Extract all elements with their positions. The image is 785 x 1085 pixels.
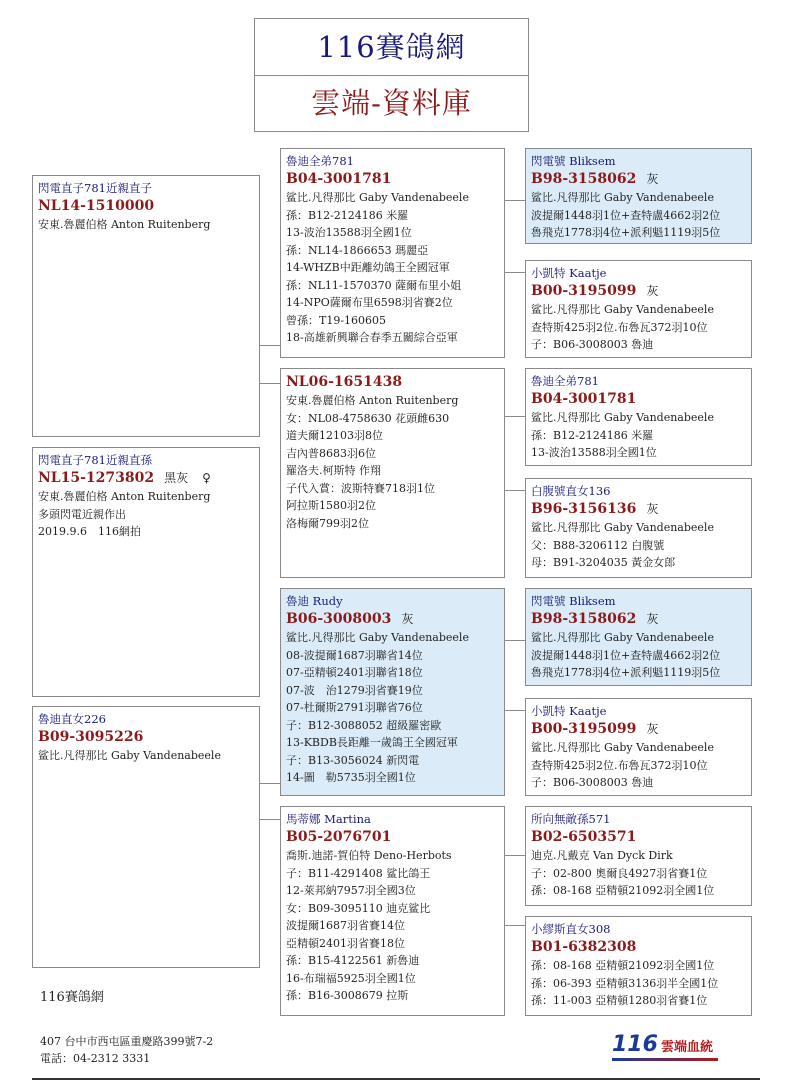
ring-number: B00-3195099 [531,283,637,299]
detail-line: 孫：08-168 亞精頓21092羽全國1位 [531,959,715,972]
detail-line: 多頭閃電近親作出 [38,507,126,521]
ring-number: B02-6503571 [531,829,637,845]
detail-line: 孫：B16-3008679 拉斯 [286,989,409,1002]
detail-line: 女：NL08-4758630 花頭雌630 [286,411,450,425]
detail-line: 孫：NL14-1866653 瑪麗亞 [286,243,429,257]
dam-card [32,706,260,968]
ring-number: B06-3008003 [286,611,392,627]
address: 407 台中市西屯區重慶路399號7-2 [40,1035,214,1048]
phone: 電話：04-2312 3331 [40,1052,151,1065]
detail-line: 波提爾1687羽省賽14位 [286,919,405,932]
pigeon-color: 黑灰 [164,471,189,485]
dam-sire-card [280,588,505,796]
detail-line: 父：B88-3206112 白腹號 [531,538,665,552]
sdd-card [525,478,752,578]
pigeon-name: 馬蒂娜 Martina [286,812,371,826]
detail-line: 安東.魯麗伯格 Anton Ruitenberg [38,490,211,503]
pigeon-name: 魯迪全弟781 [286,154,354,168]
pigeon-color: 灰 [401,612,414,626]
detail-line: 子代入賞：波斯特賽718羽1位 [286,481,435,495]
pigeon-name: 閃電號 Bliksem [531,154,616,168]
ring-number: B00-3195099 [531,721,637,737]
detail-line: 鲨比.凡得那比 Gaby Vandenabeele [531,303,714,316]
detail-line: 女：B09-3095110 迪克鲨比 [286,901,431,915]
connector [505,855,525,856]
sds-card [525,368,752,466]
detail-line: 查特斯425羽2位.布魯瓦372羽10位 [531,320,708,334]
detail-line: 18-高雄新興聯合春季五關綜合亞軍 [286,331,458,344]
detail-line: 13-波治13588羽全國1位 [286,226,412,239]
detail-line: 亞精頓2401羽省賽18位 [286,936,405,950]
detail-line: 喬斯.迪諾-賀伯特 Deno-Herbots [286,849,452,862]
detail-line: 道夫爾12103羽8位 [286,429,383,442]
site-subtitle: 雲端-資料庫 [311,86,472,120]
logo-text: 雲端血統 [660,1040,713,1055]
detail-line: 13-KBDB長距離一歲鴿王全國冠軍 [286,736,458,749]
connector [259,819,280,820]
connector [505,925,525,926]
detail-line: 安東.魯麗伯格 Anton Ruitenberg [286,394,459,407]
sire-sire-card [280,148,505,358]
dss-card [525,588,752,686]
ring-number: B98-3158062 [531,171,637,187]
header-box [254,18,529,132]
pigeon-color: 灰 [646,284,659,298]
pigeon-name: 魯迪直女226 [38,712,106,726]
detail-line: 阿拉斯1580羽2位 [286,499,376,512]
detail-line: 孫：B15-4122561 新魯迪 [286,954,420,967]
detail-line: 波提爾1448羽1位+查特盧4662羽2位 [531,208,721,222]
ddd-card [525,916,752,1016]
bottom-rule [32,1078,760,1080]
brand-logo [612,1032,713,1058]
detail-line: 魯飛克1778羽4位+派利魁1119羽5位 [531,666,721,679]
detail-line: 迪克.凡戴克 Van Dyck Dirk [531,849,673,862]
detail-line: 子：B12-3088052 超級羅密歐 [286,718,442,732]
detail-line: 08-波提爾1687羽聯省14位 [286,648,423,662]
detail-line: 羅洛夫.柯斯特 作翔 [286,464,381,477]
pigeon-color: 灰 [646,722,659,736]
ring-number: B96-3156136 [531,501,637,517]
detail-line: 孫：NL11-1570370 薩爾布里小姐 [286,278,462,292]
logo-underline [612,1058,718,1061]
pigeon-name: 閃電直子781近親直子 [38,181,152,195]
detail-line: 孫：08-168 亞精頓21092羽全國1位 [531,884,715,897]
pigeon-name: 白腹號直女136 [531,484,611,498]
detail-line: 曾孫：T19-160605 [286,313,387,327]
detail-line: 鲨比.凡得那比 Gaby Vandenabeele [531,631,714,644]
detail-line: 查特斯425羽2位.布魯瓦372羽10位 [531,758,708,772]
connector [505,272,525,273]
detail-line: 孫：B12-2124186 米羅 [531,428,654,442]
pigeon-name: 閃電直子781近親直孫 [38,453,152,467]
detail-line: 孫：B12-2124186 米羅 [286,208,409,222]
dsd-card [525,698,752,796]
ring-number: B05-2076701 [286,829,392,845]
connector [259,783,280,784]
detail-line: 鲨比.凡得那比 Gaby Vandenabeele [38,749,221,762]
detail-line: 14-圖 勒5735羽全國1位 [286,771,416,784]
ring-number: NL15-1273802 [38,470,155,486]
sss-card [525,148,752,244]
dam-dam-card [280,806,505,1016]
ring-number: B04-3001781 [286,171,392,187]
detail-line: 安東.魯麗伯格 Anton Ruitenberg [38,218,211,231]
detail-line: 13-波治13588羽全國1位 [531,446,657,459]
pigeon-color: 灰 [646,172,659,186]
connector [505,710,525,711]
detail-line: 子：B11-4291408 鲨比鴿王 [286,866,431,880]
detail-line: 吉內普8683羽6位 [286,446,376,460]
pigeon-name: 閃電號 Bliksem [531,594,616,608]
dds-card [525,806,752,906]
detail-line: 鲨比.凡得那比 Gaby Vandenabeele [531,521,714,534]
connector [505,200,525,201]
connector [505,416,525,417]
detail-line: 07-亞精頓2401羽聯省18位 [286,666,423,679]
connector [505,640,525,641]
detail-line: 07-杜爾斯2791羽聯省76位 [286,701,423,714]
pigeon-name: 小凱特 Kaatje [531,704,607,718]
detail-line: 鲨比.凡得那比 Gaby Vandenabeele [531,411,714,424]
footer-site-name: 116賽鴿網 [40,990,104,1005]
logo-number: 116 [612,1032,658,1057]
detail-line: 母：B91-3204035 黃金女郎 [531,556,676,569]
ssd-card [525,260,752,358]
detail-line: 鲨比.凡得那比 Gaby Vandenabeele [286,631,469,644]
detail-line: 14-WHZB中距離幼鴿王全國冠軍 [286,261,450,274]
detail-line: 孫：06-393 亞精頓3136羽半全國1位 [531,976,719,990]
pigeon-name: 小凱特 Kaatje [531,266,607,280]
connector [259,383,280,384]
detail-line: 子：02-800 奧爾良4927羽省賽1位 [531,866,708,880]
detail-line: 子：B06-3008003 魯迪 [531,776,654,789]
detail-line: 12-萊邦納7957羽全國3位 [286,884,416,897]
footer-contact [40,1033,213,1067]
ring-number: NL06-1651438 [286,374,403,390]
ring-number: B01-6382308 [531,939,637,955]
connector [259,345,280,346]
sex-icon: ♀ [202,471,211,485]
detail-line: 魯飛克1778羽4位+派利魁1119羽5位 [531,226,721,239]
pigeon-name: 魯迪全弟781 [531,374,599,388]
sire-dam-card [280,368,505,578]
detail-line: 16-布瑞福5925羽全國1位 [286,971,416,985]
site-title: 116賽鴿網 [255,19,528,76]
detail-line: 子：B06-3008003 魯迪 [531,338,654,351]
pigeon-color: 灰 [646,612,659,626]
detail-line: 鲨比.凡得那比 Gaby Vandenabeele [286,191,469,204]
detail-line: 鲨比.凡得那比 Gaby Vandenabeele [531,191,714,204]
detail-line: 07-波 治1279羽省賽19位 [286,683,423,697]
pigeon-name: 小繆斯直女308 [531,922,611,936]
sire-card [32,175,260,437]
detail-line: 子：B13-3056024 新閃電 [286,753,420,767]
pigeon-name: 所向無敵孫571 [531,812,611,826]
ring-number: B98-3158062 [531,611,637,627]
connector [505,490,525,491]
detail-line: 波提爾1448羽1位+查特盧4662羽2位 [531,648,721,662]
detail-line: 2019.9.6 116網拍 [38,525,141,538]
pigeon-color: 灰 [646,502,659,516]
detail-line: 孫：11-003 亞精頓1280羽省賽1位 [531,994,708,1007]
ring-number: B09-3095226 [38,729,144,745]
detail-line: 洛梅爾799羽2位 [286,516,369,530]
ring-number: B04-3001781 [531,391,637,407]
subject-card [32,447,260,697]
ring-number: NL14-1510000 [38,198,155,214]
pigeon-name: 魯迪 Rudy [286,594,343,608]
detail-line: 鲨比.凡得那比 Gaby Vandenabeele [531,741,714,754]
detail-line: 14-NPO薩爾布里6598羽省賽2位 [286,296,453,309]
